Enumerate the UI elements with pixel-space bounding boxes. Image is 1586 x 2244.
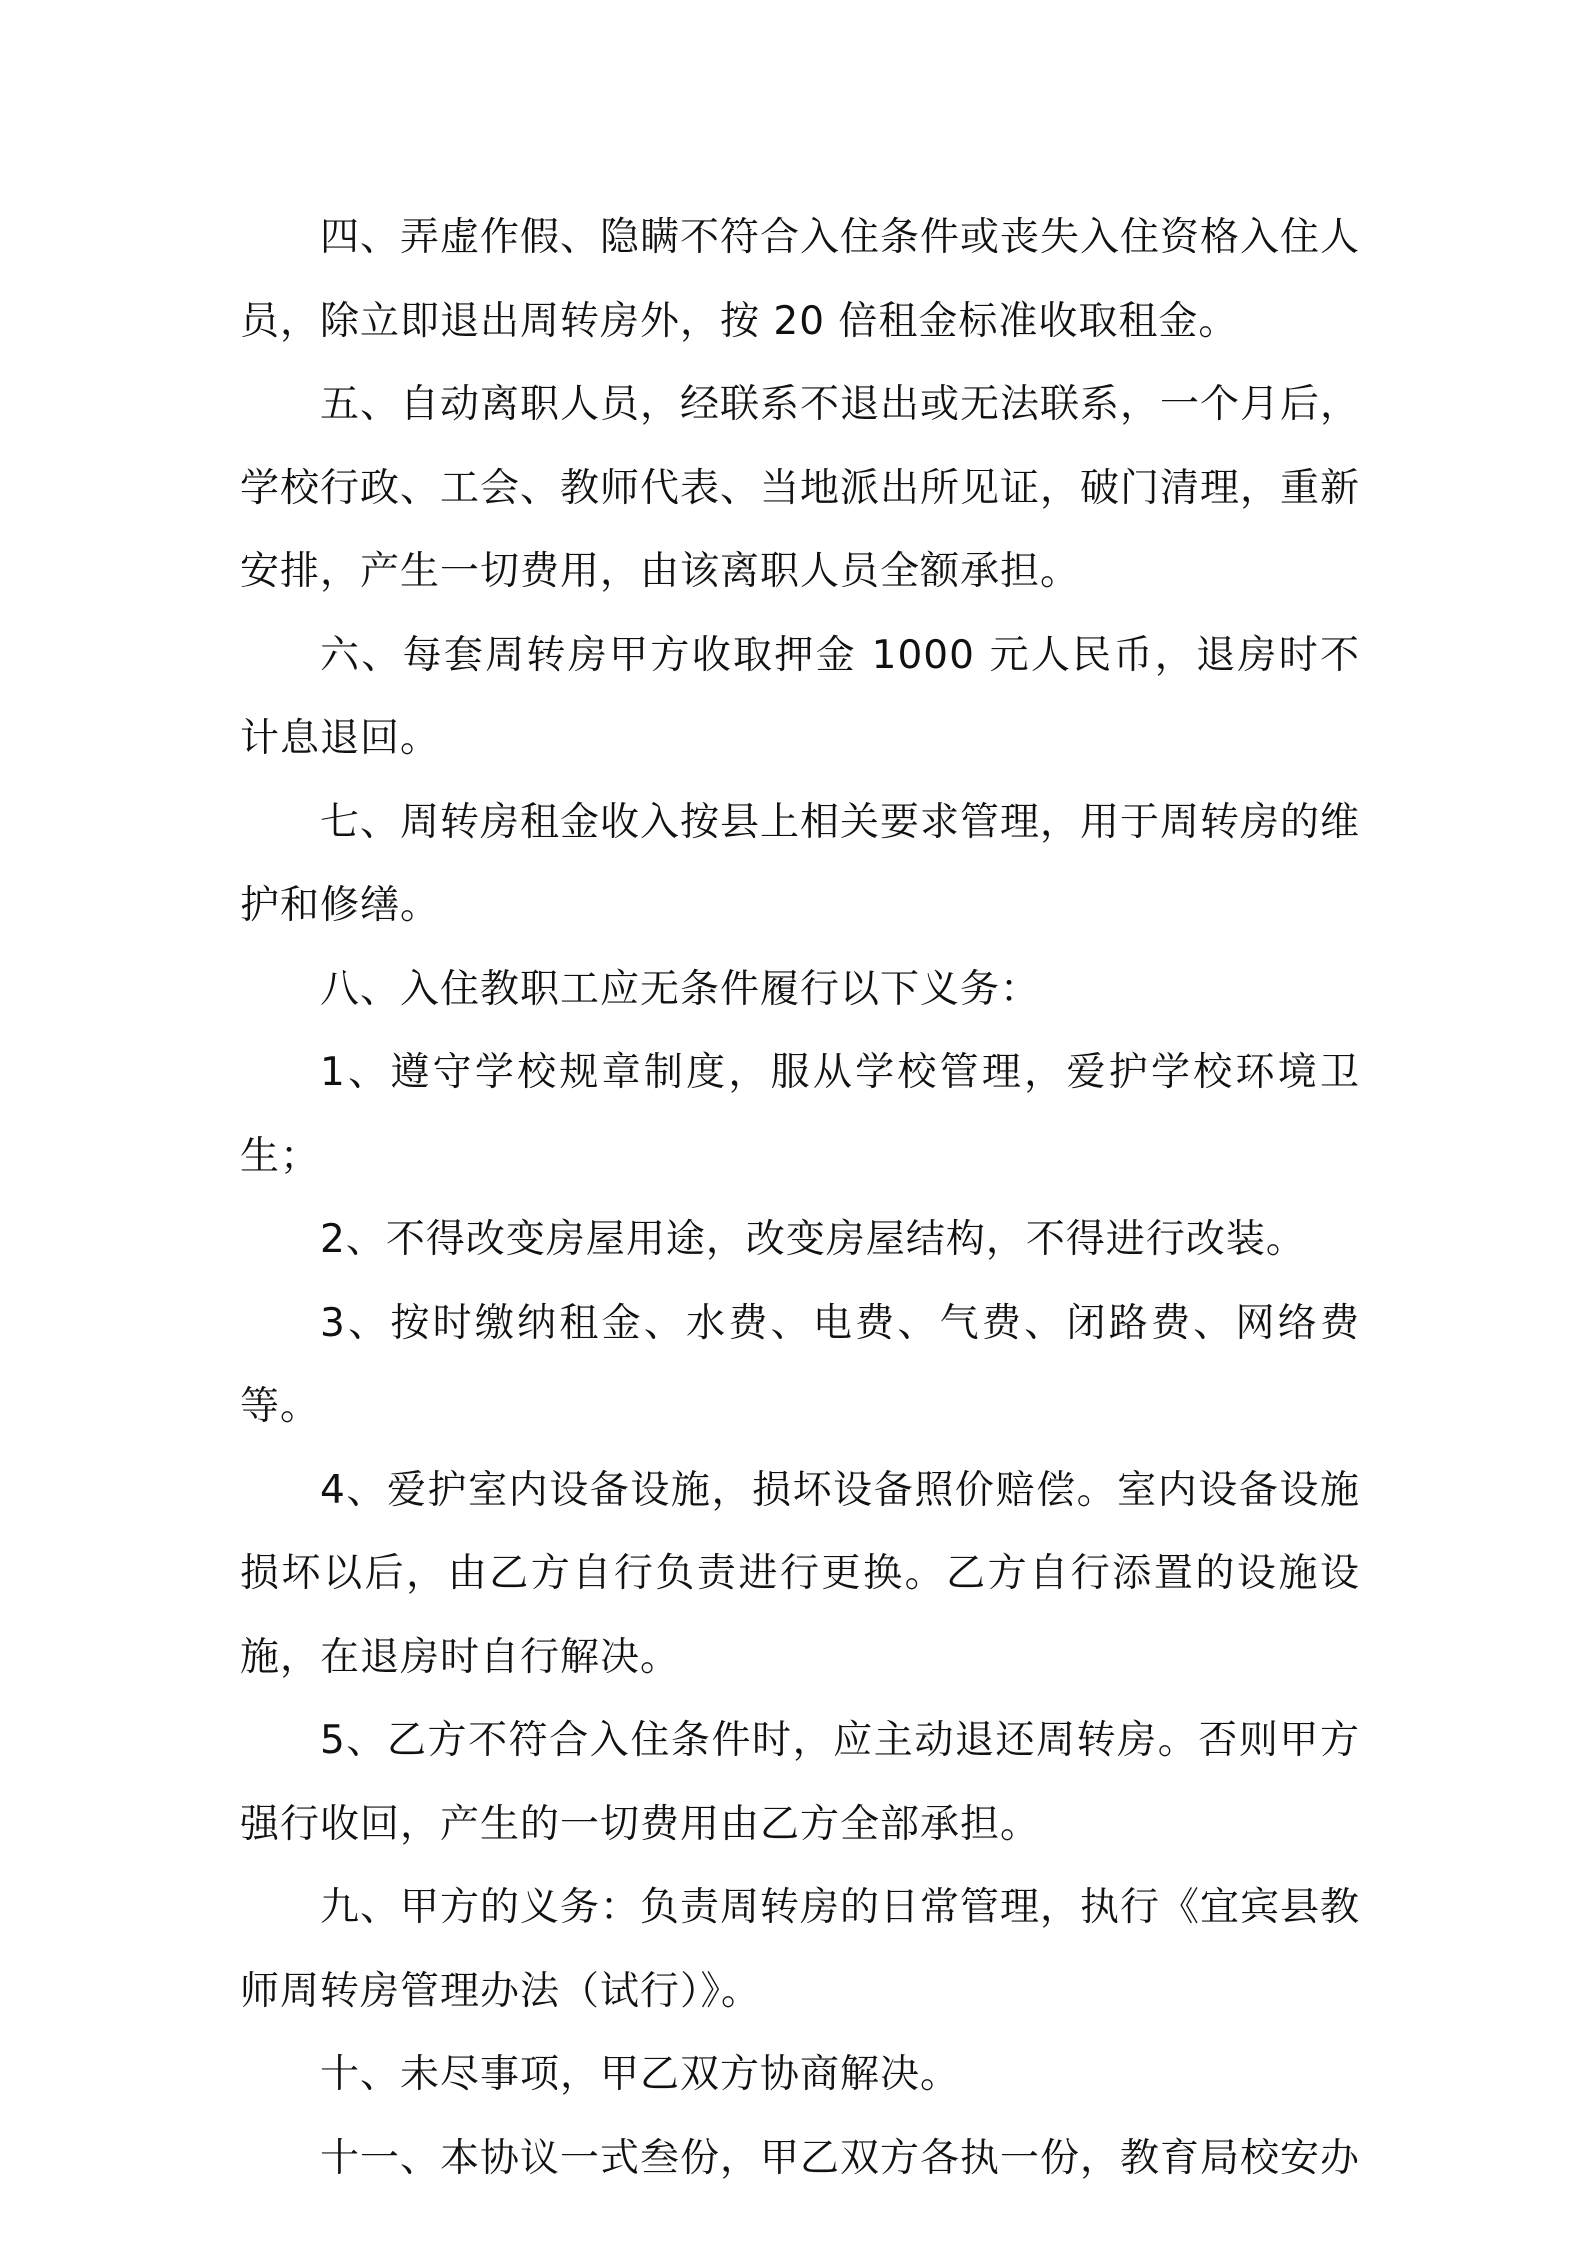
clause-11: 十一、本协议一式叁份，甲乙双方各执一份，教育局校安办 xyxy=(320,2135,1361,2181)
clause-6: 六、每套周转房甲方收取押金 1000 元人民币，退房时不计息退回。 xyxy=(240,632,1360,761)
obligation-5: 5、乙方不符合入住条件时，应主动退还周转房。否则甲方强行收回，产生的一切费用由乙方全部承担。 xyxy=(240,1718,1360,1847)
clause-8-heading: 八、入住教职工应无条件履行以下义务： xyxy=(320,966,1041,1012)
obligation-1: 1、遵守学校规章制度，服从学校管理，爱护学校环境卫生； xyxy=(240,1050,1360,1179)
clause-10: 十、未尽事项，甲乙双方协商解决。 xyxy=(320,2052,961,2097)
clause-5: 五、自动离职人员，经联系不退出或无法联系，一个月后，学校行政、工会、教师代表、当地派出所见证，破门清理，重新安排，产生一切费用，由该离职人员全额承担。 xyxy=(240,382,1361,594)
agreement-text xyxy=(240,196,1360,2200)
obligation-2: 2、不得改变房屋用途，改变房屋结构，不得进行改装。 xyxy=(320,1217,1306,1262)
obligation-4: 4、爱护室内设备设施，损坏设备照价赔偿。室内设备设施损坏以后，由乙方自行负责进行更换。乙方自行添置的设施设施，在退房时自行解决。 xyxy=(240,1467,1360,1680)
clause-4: 四、弄虚作假、隐瞒不符合入住条件或丧失入住资格入住人员，除立即退出周转房外，按 20 倍租金标准收取租金。 xyxy=(240,215,1361,344)
clause-9: 九、甲方的义务：负责周转房的日常管理，执行《宜宾县教师周转房管理办法（试行）》。 xyxy=(240,1885,1361,2014)
clause-7: 七、周转房租金收入按县上相关要求管理，用于周转房的维护和修缮。 xyxy=(240,799,1361,928)
obligation-3: 3、按时缴纳租金、水费、电费、气费、闭路费、网络费等。 xyxy=(240,1300,1360,1429)
